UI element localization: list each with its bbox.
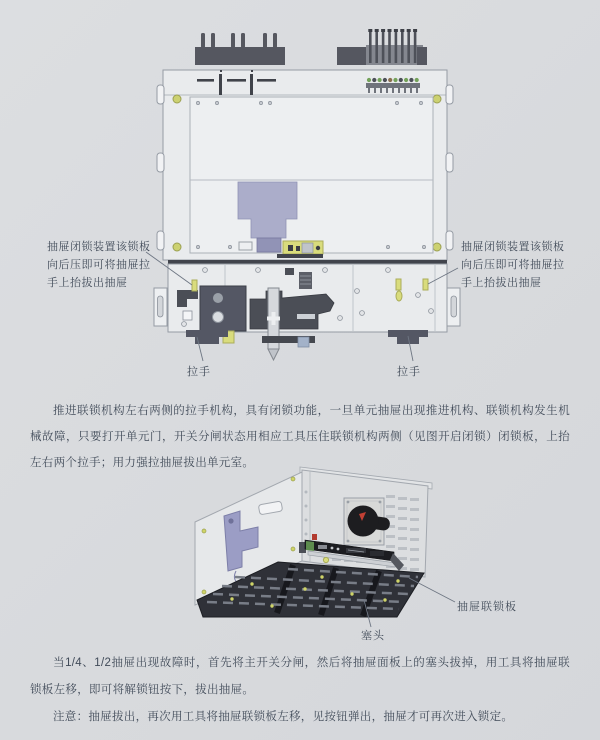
pull-handle-left: [186, 330, 228, 344]
lock-plate-left: [192, 280, 197, 291]
inner-panel: [190, 97, 433, 253]
callout-line: 向后压即可将抽屉拉: [47, 259, 151, 271]
handle-label-left: 拉手: [187, 366, 211, 378]
paragraph-interlock-description: 推进联锁机构左右两侧的拉手机构，具有闭锁功能，一旦单元抽屉出现推进机构、联锁机构发生机械故障，只要打开单元门，开关分闸状态用相应工具压住联锁机构两侧（见图开启闭锁）闭锁板，上抬左右两个拉手；用力强拉抽屉拔出单元室。: [30, 405, 570, 469]
paragraph-fault-procedure: 当1/4、1/2抽屉出现故障时，首先将主开关分闸，然后将抽屉面板上的塞头拔掉，用工具将抽屉联锁板左移，即可将解锁钮按下，拔出抽屉。: [30, 657, 570, 696]
callout-line: 抽屉闭锁装置该锁板: [461, 241, 565, 253]
connector-prongs-left: [201, 33, 277, 48]
callout-line: 手上抬拔出抽屉: [461, 277, 542, 289]
connector-block-left: [195, 47, 285, 65]
callout-line: 向后压即可将抽屉拉: [461, 259, 565, 271]
callout-line: 抽屉闭锁装置该锁板: [47, 241, 151, 253]
handle-label-right: 拉手: [397, 366, 421, 378]
connector-block-right: [337, 29, 427, 65]
bottom-diagram: [195, 467, 455, 627]
interlock-plate-label: 抽屉联锁板: [457, 601, 517, 613]
switch-knob: [348, 506, 379, 537]
rotary-switch: [344, 498, 391, 545]
paragraph-note: 注意：抽屉拔出，再次用工具将抽屉联锁板左移，见按钮弹出，抽屉才可再次进入锁定。: [53, 711, 514, 723]
base-assembly: [154, 260, 460, 360]
plug-label: 塞头: [361, 630, 385, 642]
lock-block: [200, 286, 246, 331]
top-diagram: [146, 29, 460, 361]
pcb-plate: [277, 241, 323, 258]
callout-line: 手上抬拔出抽屉: [47, 277, 128, 289]
callout-right-lock-plate: [461, 238, 565, 292]
callout-left-lock-plate: [47, 238, 151, 292]
